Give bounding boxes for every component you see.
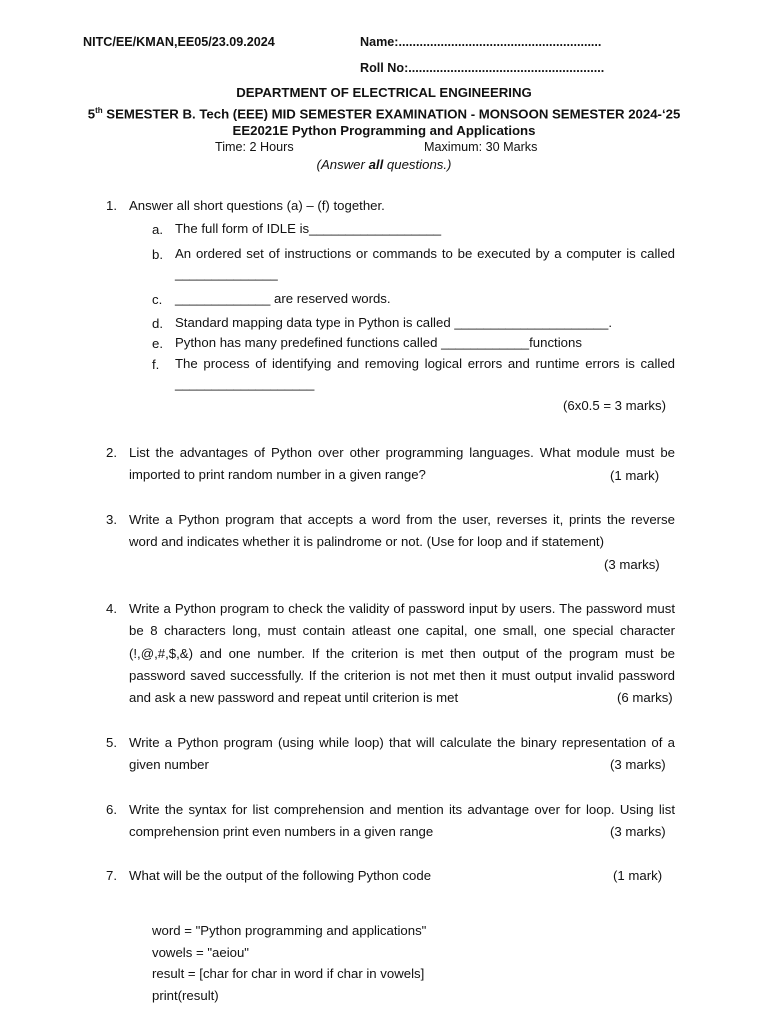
exam-time: Time: 2 Hours	[215, 140, 294, 154]
code-line: print(result)	[152, 988, 219, 1004]
document-reference: NITC/EE/KMAN,EE05/23.09.2024	[83, 35, 275, 49]
q1-item-b-text: An ordered set of instructions or commands to be executed by a computer is called ______________	[175, 246, 675, 282]
q1-item-a-text: The full form of IDLE is__________________	[175, 221, 442, 236]
question-3-text: Write a Python program that accepts a word from the user, reverses it, prints the reverse word and indicates whether it is palindrome or not. (Use for loop and if statement)	[129, 512, 675, 550]
q1-item-c-label: c.	[152, 292, 163, 307]
code-line: result = [char for char in word if char in vowels]	[152, 966, 425, 982]
instructions	[0, 157, 768, 172]
question-3-number: 3.	[106, 512, 117, 527]
course-title: EE2021E Python Programming and Applications	[232, 123, 536, 138]
instructions-bold: all	[368, 157, 384, 172]
q1-item-f-text: The process of identifying and removing logical errors and runtime errors is called ___________________	[175, 356, 675, 392]
q1-item-c-text: _____________ are reserved words.	[175, 291, 391, 306]
department-title: DEPARTMENT OF ELECTRICAL ENGINEERING	[236, 85, 532, 100]
q1-item-b-label: b.	[152, 247, 163, 262]
instructions-pre: (Answer	[316, 157, 369, 172]
q1-item-d-label: d.	[152, 316, 163, 331]
question-3-marks: (3 marks)	[604, 557, 660, 572]
semester-superscript: th	[95, 106, 103, 115]
question-1-number: 1.	[106, 198, 117, 213]
question-7-marks: (1 mark)	[613, 868, 663, 883]
question-4-number: 4.	[106, 601, 117, 616]
roll-no-field-line: Roll No:........................................................	[360, 61, 605, 75]
question-2-number: 2.	[106, 445, 117, 460]
q1-item-e-text: Python has many predefined functions called ____________functions	[175, 335, 582, 350]
q1-item-e-label: e.	[152, 336, 163, 351]
semester-number: 5	[87, 106, 96, 122]
question-2-marks: (1 mark)	[610, 468, 660, 483]
question-5-marks: (3 marks)	[610, 757, 666, 772]
question-2-text: List the advantages of Python over other programming languages. What module must be imported to print random number in a given range?	[129, 445, 675, 483]
q1-item-a-label: a.	[152, 222, 163, 237]
question-4-marks: (6 marks)	[617, 690, 673, 705]
question-6-text: Write the syntax for list comprehension and mention its advantage over for loop. Using list comprehension print even numbers in a given range	[129, 802, 675, 840]
instructions-post: questions.)	[383, 157, 452, 172]
code-line: vowels = "aeiou"	[152, 944, 249, 960]
q1-item-f-label: f.	[152, 357, 160, 372]
q1-item-d-text: Standard mapping data type in Python is called _____________________.	[175, 315, 612, 330]
question-7-text: What will be the output of the following Python code	[129, 868, 432, 883]
question-6-number: 6.	[106, 802, 117, 817]
exam-title-rest: SEMESTER B. Tech (EEE) MID SEMESTER EXAMINATION - MONSOON SEMESTER 2024-‘25	[102, 106, 681, 122]
code-line: word = "Python programming and applications"	[152, 922, 427, 938]
max-marks: Maximum: 30 Marks	[424, 140, 538, 154]
question-1-text: Answer all short questions (a) – (f) together.	[129, 198, 385, 213]
name-field-line: Name:..........................................................	[360, 35, 602, 49]
question-6-marks: (3 marks)	[610, 824, 666, 839]
question-5-text: Write a Python program (using while loop) that will calculate the binary representation of a given number	[129, 735, 675, 773]
question-7-number: 7.	[106, 868, 117, 883]
exam-title	[0, 106, 768, 121]
question-4-text: Write a Python program to check the validity of password input by users. The password must be 8 characters long, must contain atleast one capital, one small, one special character (!,@,#,$,&) and one number. If the criterion is met then output of the program must be password saved successfully. If the criterion is not met then it must output invalid password and ask a new password and repeat until criterion is met	[129, 601, 675, 706]
code-block	[152, 898, 426, 1029]
question-1-marks: (6x0.5 = 3 marks)	[563, 398, 666, 413]
question-5-number: 5.	[106, 735, 117, 750]
